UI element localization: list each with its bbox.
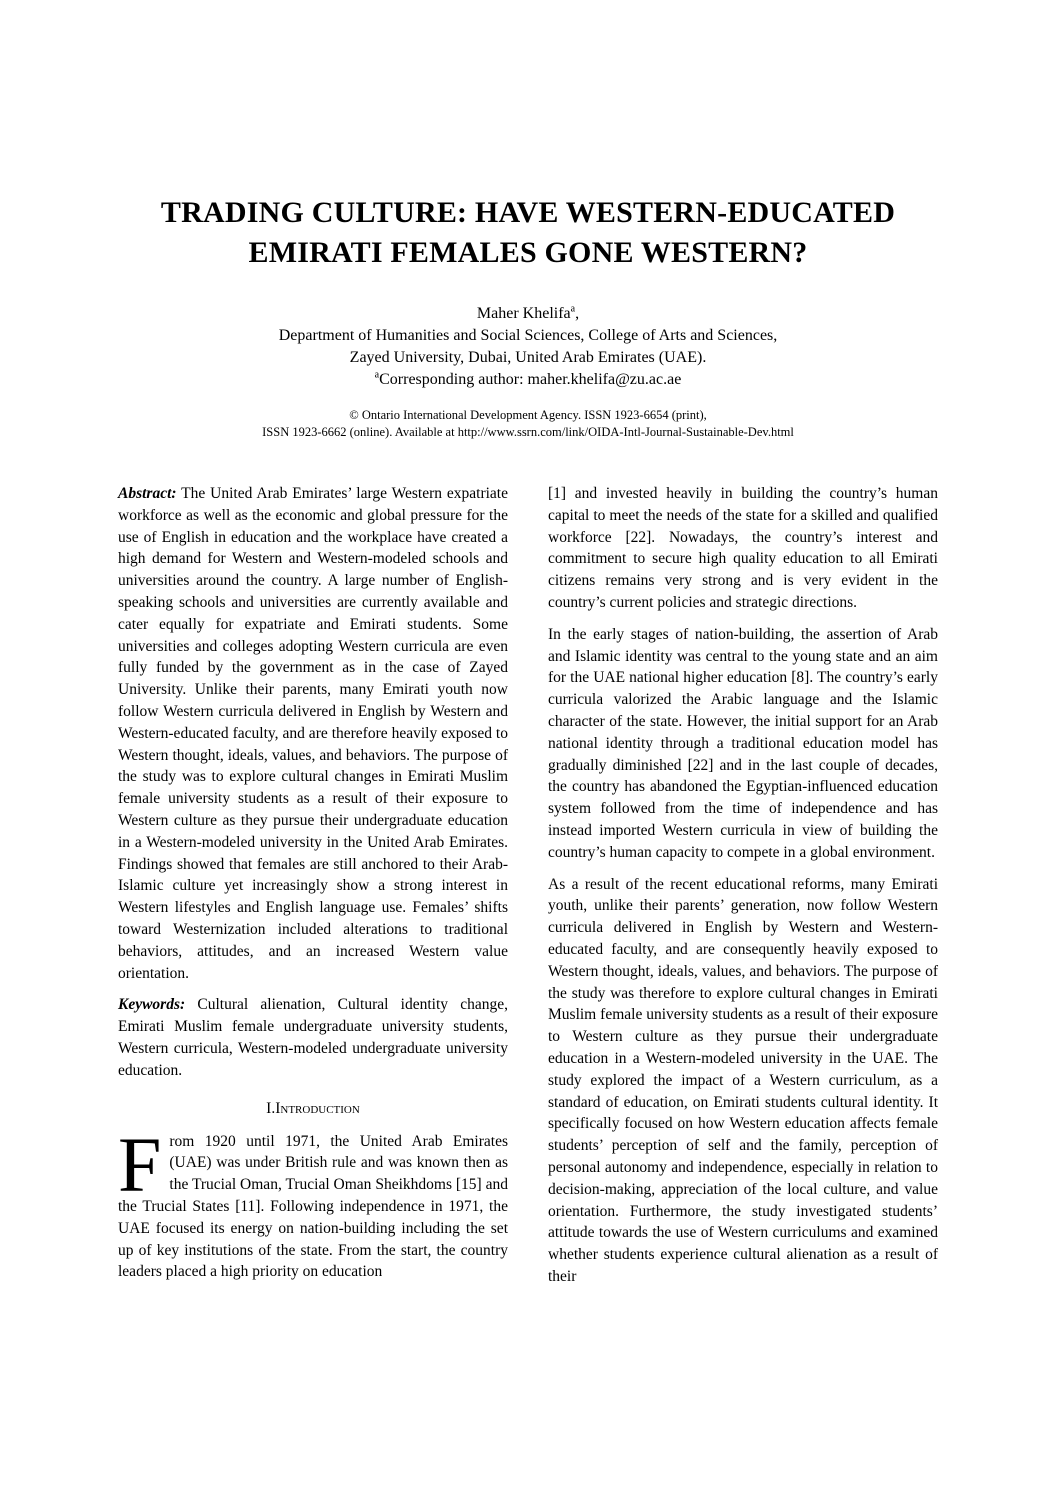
keywords-text: Cultural alienation, Cultural identity change, Emirati Muslim female undergraduate university students, Western curricula, Western-modeled undergraduate university education. <box>118 996 508 1079</box>
abstract-label: Abstract: <box>118 485 177 502</box>
paper-title: TRADING CULTURE: HAVE WESTERN-EDUCATED EMIRATI FEMALES GONE WESTERN? <box>160 196 896 269</box>
author-affiliation-department: Department of Humanities and Social Sciences, College of Arts and Sciences, <box>278 327 778 344</box>
section-number: I. <box>266 1099 276 1117</box>
corresponding-author-line <box>118 369 938 391</box>
abstract-text: The United Arab Emirates’ large Western expatriate workforce as well as the economic and global pressure for the use of English in education and the workplace have created a high demand for Western and Western-modeled schools and universities around the country. A large number of English-speaking schools and universities are currently available and cater equally for expatriate and Emirati students. Some universities and colleges adopting Western curricula are even fully funded by the government as in the case of Zayed University. Unlike their parents, many Emirati youth now follow Western curricula delivered in English by Western and Western-educated faculty, and are therefore heavily exposed to Western thought, ideals, values, and behaviors. The purpose of the study was to explore cultural changes in Emirati Muslim female university students as a result of their exposure to Western culture as they pursue their undergraduate education in a Western-modeled university in the United Arab Emirates. Findings showed that females are still anchored to their Arab-Islamic culture yet increasingly show a strong interest in Western lifestyles and English language use. Females’ shifts toward Westernization included alterations to traditional behaviors, attitudes, and an increased Western value orientation. <box>118 485 508 982</box>
section-title: Introduction <box>275 1099 360 1117</box>
author-block <box>118 303 938 391</box>
drop-cap: F <box>118 1120 162 1208</box>
author-name-suffix: , <box>575 305 580 322</box>
keywords-label: Keywords: <box>118 996 186 1014</box>
imprint-line-2: ISSN 1923-6662 (online). Available at http://www.ssrn.com/link/OIDA-Intl-Journal-Sustainable-Dev.html <box>262 425 794 439</box>
two-column-body <box>118 483 938 1298</box>
author-name-line <box>118 303 938 325</box>
left-column <box>118 483 508 1298</box>
body-paragraph: In the early stages of nation-building, the assertion of Arab and Islamic identity was central to the young state and an aim for the UAE national higher education [8]. The country’s early curricula valorized the Arabic language and the Islamic character of the state. However, the initial support for an Arab national identity through a traditional education model has gradually diminished [22] and in the last couple of decades, the country has abandoned the Egyptian-influenced education system followed from the time of independence and has instead imported Western curricula in view of building the country’s human capacity to compete in a global environment. <box>548 625 938 861</box>
author-affiliation-university: Zayed University, Dubai, United Arab Emirates (UAE). <box>349 349 707 366</box>
body-paragraph: [1] and invested heavily in building the country’s human capital to meet the needs of the state for a skilled and qualified workforce [22]. Nowadays, the country’s interest and commitment to secure high quality education to all Emirati citizens remains very strong and is very evident in the country’s current policies and strategic directions. <box>548 485 938 611</box>
abstract-paragraph <box>118 483 508 984</box>
body-paragraph: As a result of the recent educational reforms, many Emirati youth, unlike their parents’ generation, now follow Western curricula delivered in English by Western and Western-educated faculty, and are consequently heavily exposed to Western thought, ideals, values, and behaviors. The purpose of the study was therefore to explore cultural changes in Emirati Muslim female university students as a result of their exposure to Western culture as they pursue their undergraduate education in a Western-modeled university in the UAE. The study explored the impact of a Western curriculum, as a standard of education, on Emirati students cultural identity. It specifically focused on how Western education affects female students’ perception of self and the family, perception of personal autonomy and independence, especially in relation to decision-making, appreciation of the local culture, and value orientation. Furthermore, the study investigated students’ attitude towards the use of Western curriculums and examined whether students experience cultural alienation as a result of their <box>548 875 938 1285</box>
author-affiliation-superscript: a <box>570 303 576 315</box>
author-name: Maher Khelifa <box>476 305 571 322</box>
right-column <box>548 483 938 1298</box>
introduction-paragraph <box>118 1120 508 1284</box>
journal-imprint <box>118 407 938 441</box>
imprint-line-1: © Ontario International Development Agency. ISSN 1923-6654 (print), <box>349 408 707 422</box>
section-heading-introduction <box>118 1098 508 1119</box>
keywords-paragraph <box>118 994 508 1081</box>
corresponding-author-superscript: a <box>374 369 380 381</box>
introduction-text: rom 1920 until 1971, the United Arab Emirates (UAE) was under British rule and was known then as the Trucial Oman, Trucial Oman Sheikhdoms [15] and the Trucial States [11]. Following independence in 1971, the UAE focused its energy on nation-building including the set up of key institutions of the state. From the start, the country leaders placed a high priority on education <box>118 1132 508 1281</box>
corresponding-author-text: Corresponding author: maher.khelifa@zu.ac.ae <box>379 371 682 388</box>
